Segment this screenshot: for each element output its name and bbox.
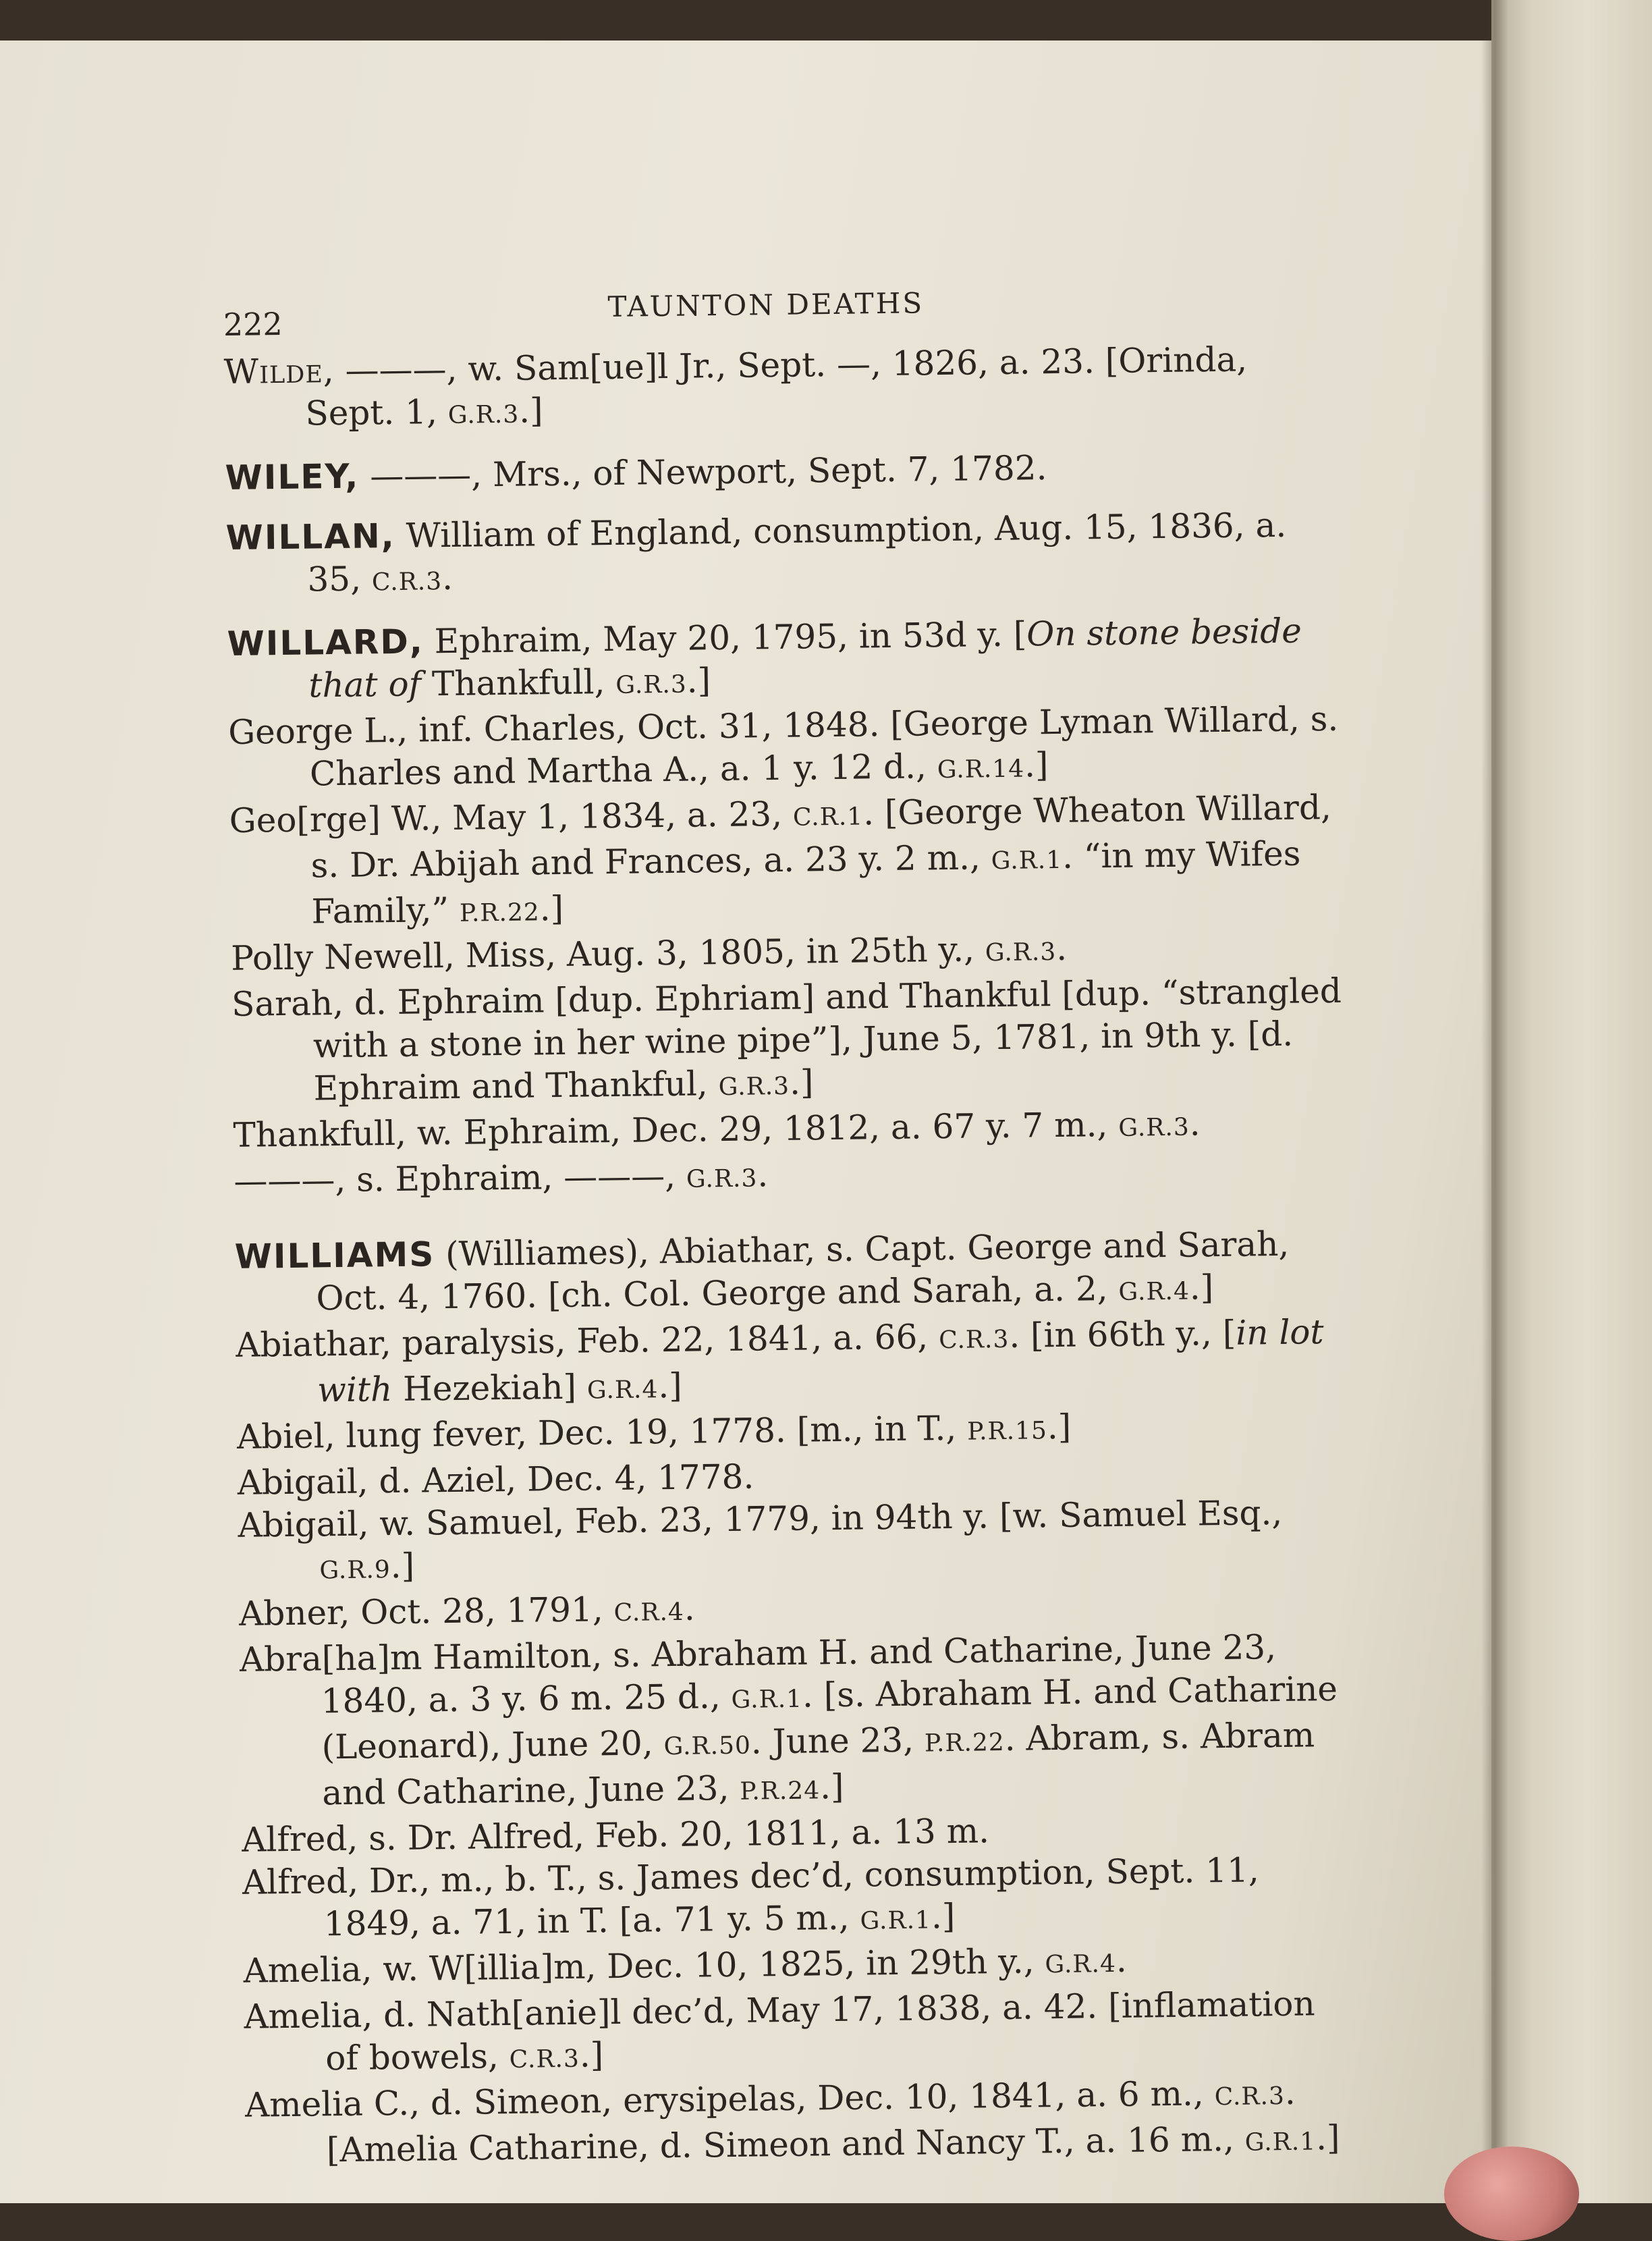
willard-item: Geo[rge] W., May 1, 1834, a. 23, C.R.1. [George Wheaton Willard, s. Dr. Abijah and Frances, a. 23 y. 2 m., G.R.1. “in my Wifes Family,” P.R.22.] <box>229 787 1332 932</box>
entry-wiley: WILEY, ———, Mrs., of Newport, Sept. 7, 1782. <box>225 448 1047 497</box>
entry-wilde: Wilde, ———, w. Sam[ue]l Jr., Sept. —, 1826, a. 23. [Orinda, Sept. 1, G.R.3.] <box>223 340 1248 433</box>
surname: Wilde, <box>223 350 335 392</box>
williams-item: Amelia C., d. Simeon, erysipelas, Dec. 10, 1841, a. 6 m., C.R.3. [Amelia Catharine, d. Simeon and Nancy T., a. 16 m., G.R.1.] <box>244 2072 1340 2170</box>
page-title: TAUNTON DEATHS <box>607 286 925 324</box>
entry-willard: WILLARD, Ephraim, May 20, 1795, in 53d y. [On stone beside that of Thankfull, G.R.3.] <box>227 611 1302 705</box>
surname: WILEY, <box>225 456 360 497</box>
surname: WILLIAMS <box>234 1235 435 1276</box>
entry-williams: WILLIAMS (Williames), Abiathar, s. Capt. George and Sarah, Oct. 4, 1760. [ch. Col. George and Sarah, a. 2, G.R.4.] <box>234 1224 1290 1318</box>
williams-item: Amelia, d. Nath[anie]l dec’d, May 17, 1838, a. 42. [inflamation of bowels, C.R.3.] <box>244 1984 1315 2078</box>
williams-item: Alfred, Dr., m., b. T., s. James dec’d, consumption, Sept. 11, 1849, a. 71, in T. [a. 71 y. 5 m., G.R.1.] <box>242 1850 1260 1944</box>
williams-item: Abiel, lung fever, Dec. 19, 1778. [m., in T., P.R.15.] <box>236 1407 1072 1457</box>
willard-item: Polly Newell, Miss, Aug. 3, 1805, in 25th y., G.R.3. <box>230 928 1068 978</box>
williams-item: Abiathar, paralysis, Feb. 22, 1841, a. 66, C.R.3. [in 66th y., [in lot with Hezekiah] G.R.4.] <box>235 1312 1324 1410</box>
willard-item: Sarah, d. Ephraim [dup. Ephriam] and Thankful [dup. “strangled with a stone in her wine pipe”], June 5, 1781, in 9th y. [d. Ephraim and Thankful, G.R.3.] <box>231 971 1342 1108</box>
surname: WILLARD, <box>227 622 424 664</box>
thumb <box>1444 2146 1579 2241</box>
williams-item: Abra[ha]m Hamilton, s. Abraham H. and Catharine, June 23, 1840, a. 3 y. 6 m. 25 d., G.R.1. [s. Abraham H. and Catharine (Leonard), June 20, G.R.50. June 23, P.R.22. Abram, s. Abram and Catharine, June 23, P.R.24.] <box>239 1627 1338 1813</box>
page-number: 222 <box>223 305 283 343</box>
williams-item: Abigail, w. Samuel, Feb. 23, 1779, in 94th y. [w. Samuel Esq., G.R.9.] <box>238 1492 1283 1586</box>
willard-item: ———, s. Ephraim, ———, G.R.3. <box>233 1155 769 1201</box>
willard-item: George L., inf. Charles, Oct. 31, 1848. [George Lyman Willard, s. Charles and Martha A., a. 1 y. 12 d., G.R.14.] <box>227 699 1339 794</box>
entry-willan: WILLAN, William of England, consumption, Aug. 15, 1836, a. 35, C.R.3. <box>225 505 1287 599</box>
williams-item: Abigail, d. Aziel, Dec. 4, 1778. <box>237 1457 754 1503</box>
willard-item: Thankfull, w. Ephraim, Dec. 29, 1812, a. 67 y. 7 m., G.R.3. <box>233 1104 1201 1155</box>
running-head <box>223 263 1337 351</box>
williams-item: Amelia, w. W[illia]m, Dec. 10, 1825, in 29th y., G.R.4. <box>243 1940 1128 1991</box>
page-text <box>223 263 1359 2176</box>
facing-page-edge <box>1491 0 1652 2203</box>
page-gutter-shadow <box>1481 0 1508 2203</box>
williams-item: Abner, Oct. 28, 1791, C.R.4. <box>238 1588 696 1634</box>
surname: WILLAN, <box>225 516 396 558</box>
williams-item: Alfred, s. Dr. Alfred, Feb. 20, 1811, a. 13 m. <box>241 1811 990 1860</box>
